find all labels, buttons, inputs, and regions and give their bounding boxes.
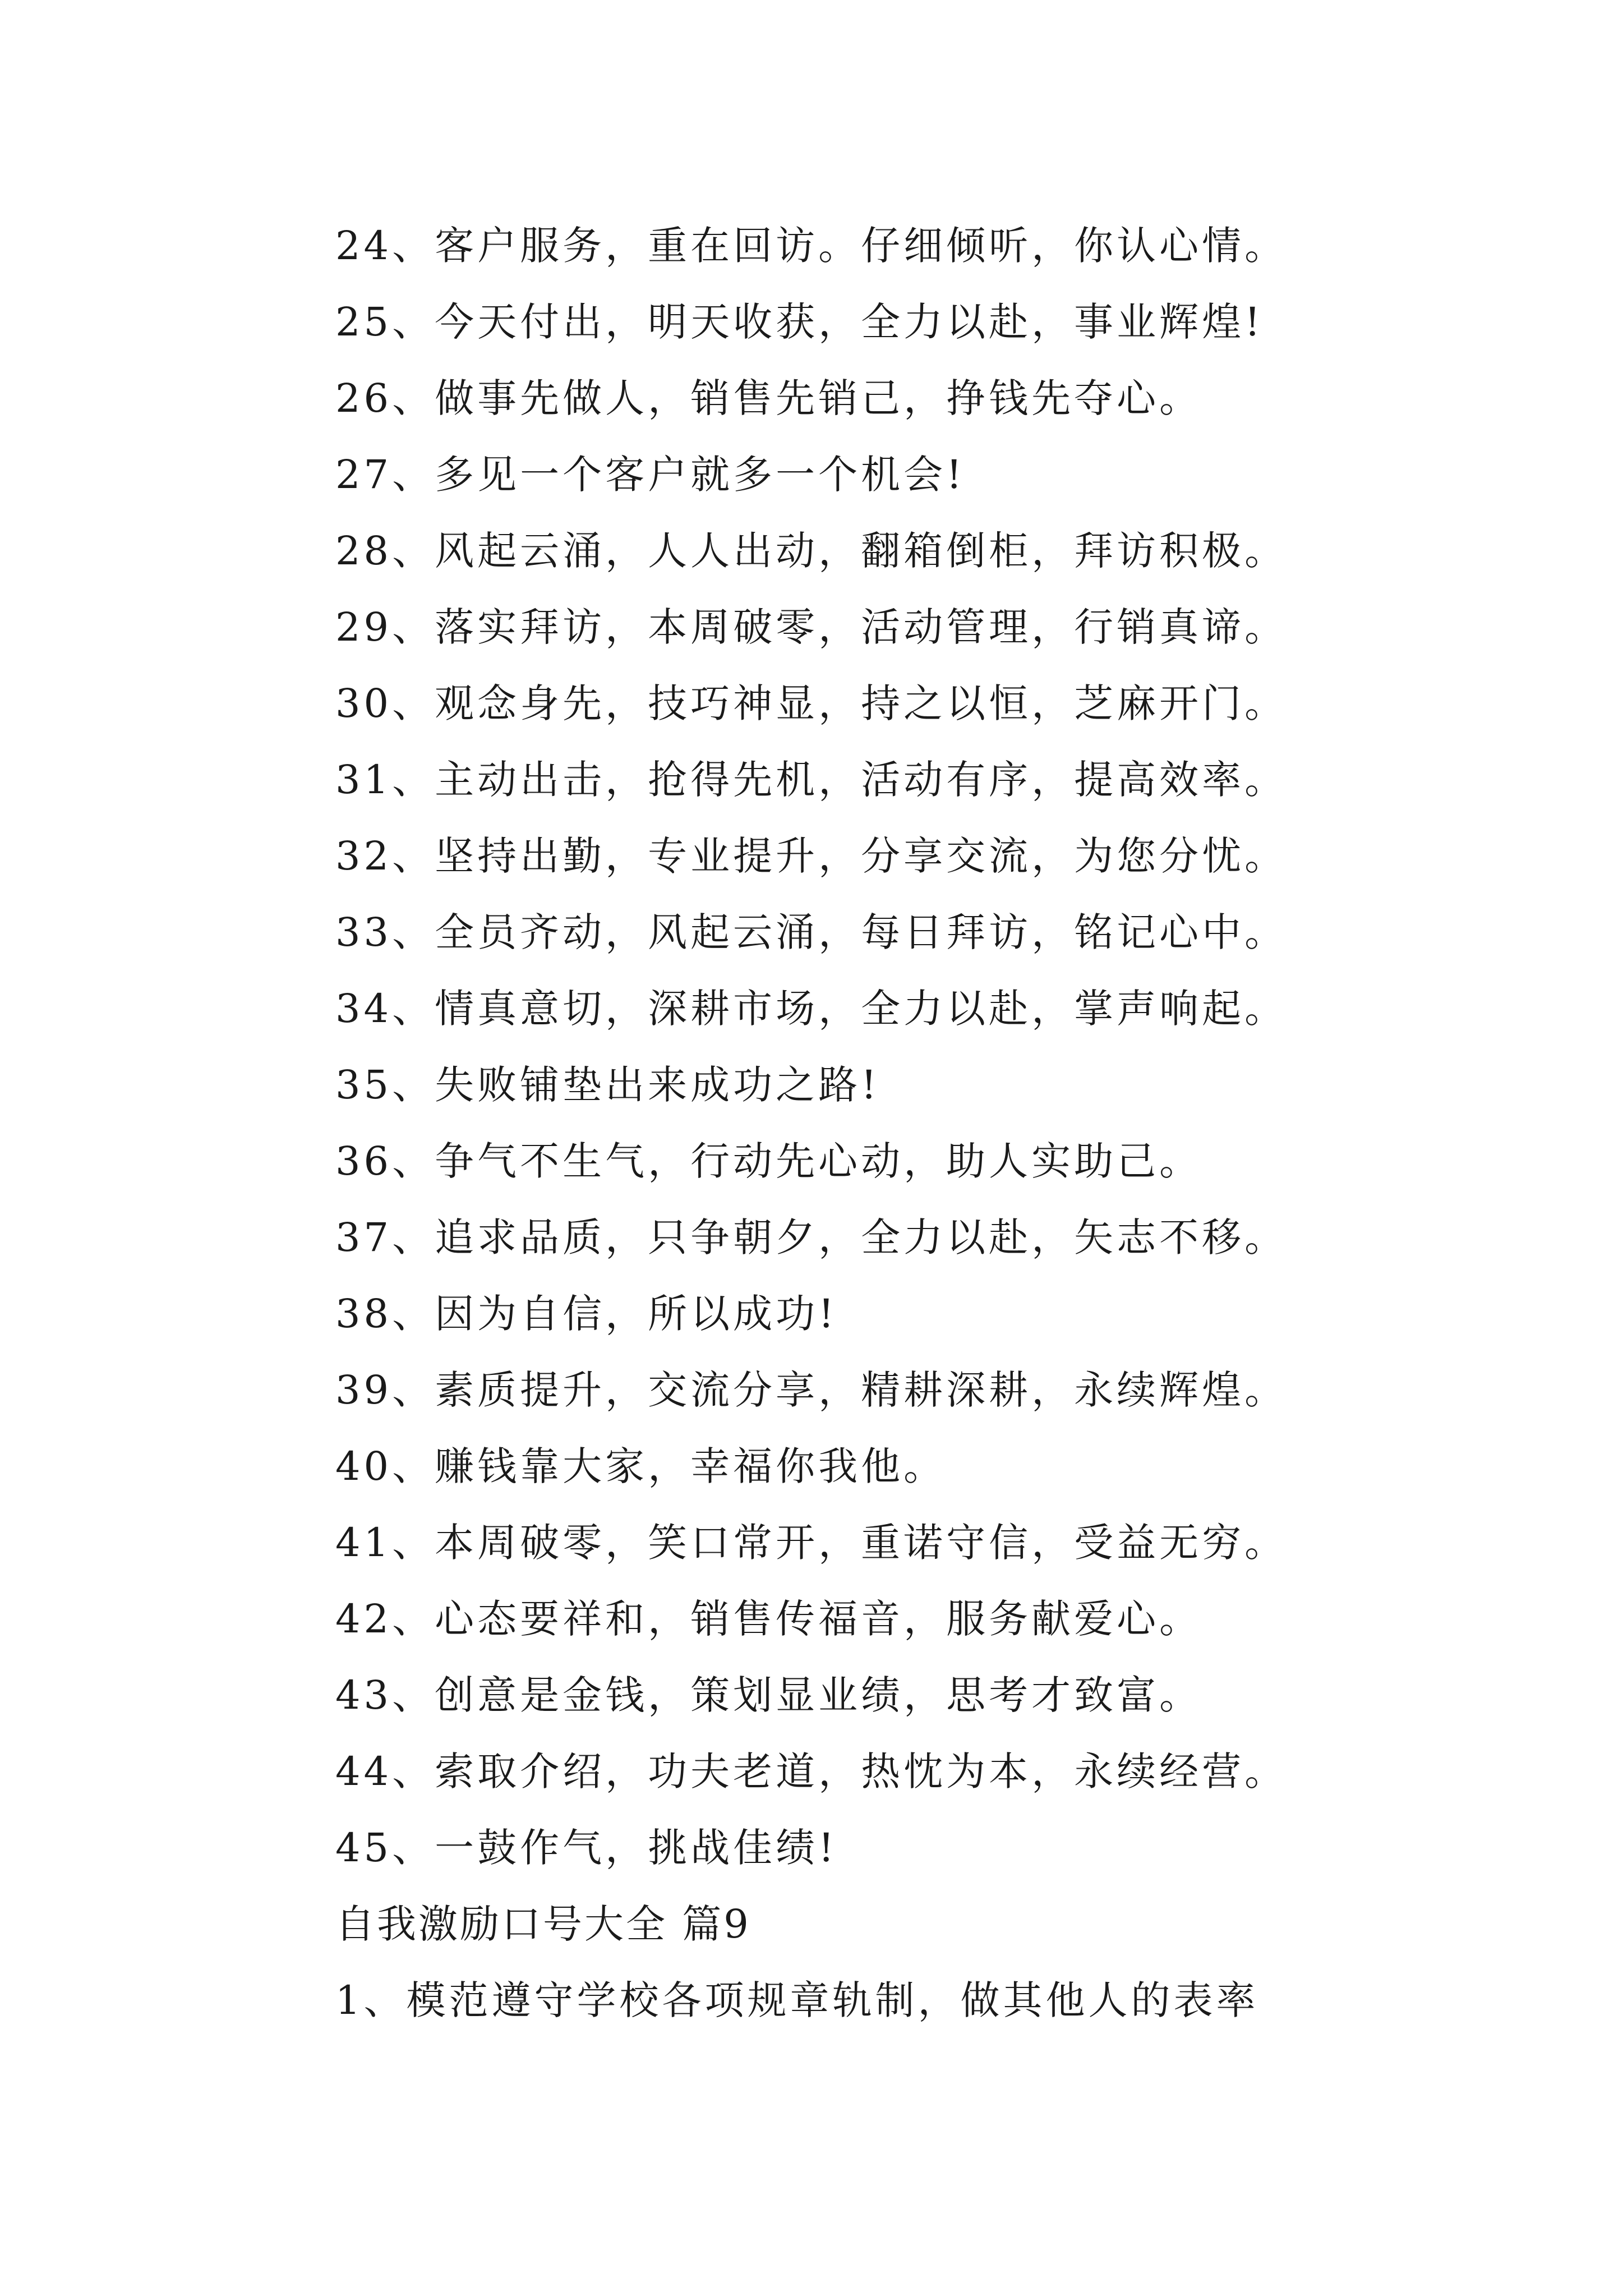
slogan-line-26: 26、做事先做人，销售先销己，挣钱先夺心。 [335,375,1202,421]
slogan-line-35: 35、失败铺垫出来成功之路! [335,1062,880,1108]
slogan-line-25: 25、今天付出，明天收获，全力以赴，事业辉煌! [335,299,1264,345]
slogan-line-38: 38、因为自信，所以成功! [335,1291,838,1337]
slogan-line-29: 29、落实拜访，本周破零，活动管理，行销真谛。 [335,604,1288,650]
slogan-line-31: 31、主动出击，抢得先机，活动有序，提高效率。 [335,757,1288,803]
slogan-line-40: 40、赚钱靠大家，幸福你我他。 [335,1443,947,1489]
document-body [335,208,1300,2039]
slogan-line-30: 30、观念身先，技巧神显，持之以恒，芝麻开门。 [335,680,1288,726]
slogan-line-32: 32、坚持出勤，专业提升，分享交流，为您分忧。 [335,833,1288,879]
slogan-line-27: 27、多见一个客户就多一个机会! [335,452,966,498]
slogan-line-43: 43、创意是金钱，策划显业绩，思考才致富。 [335,1672,1202,1718]
section-heading: 自我激励口号大全 篇9 [335,1901,751,1947]
slogan-line-28: 28、风起云涌，人人出动，翻箱倒柜，拜访积极。 [335,528,1288,574]
slogan-line-24: 24、客户服务，重在回访。仔细倾听，你认心情。 [335,223,1288,269]
slogan-line-33: 33、全员齐动，风起云涌，每日拜访，铭记心中。 [335,909,1288,955]
slogan-line-41: 41、本周破零，笑口常开，重诺守信，受益无穷。 [335,1520,1288,1566]
slogan-line-42: 42、心态要祥和，销售传福音，服务献爱心。 [335,1596,1202,1642]
slogan-line-39: 39、素质提升，交流分享，精耕深耕，永续辉煌。 [335,1367,1288,1413]
slogan-line-44: 44、索取介绍，功夫老道，热忱为本，永续经营。 [335,1749,1288,1795]
slogan-line-45: 45、一鼓作气，挑战佳绩! [335,1825,838,1871]
slogan-line-36: 36、争气不生气，行动先心动，助人实助己。 [335,1138,1202,1184]
slogan-line-37: 37、追求品质，只争朝夕，全力以赴，矢志不移。 [335,1214,1288,1260]
slogan-line-34: 34、情真意切，深耕市场，全力以赴，掌声响起。 [335,986,1288,1032]
section-item-1: 1、模范遵守学校各项规章轨制，做其他人的表率 [335,1977,1259,2023]
